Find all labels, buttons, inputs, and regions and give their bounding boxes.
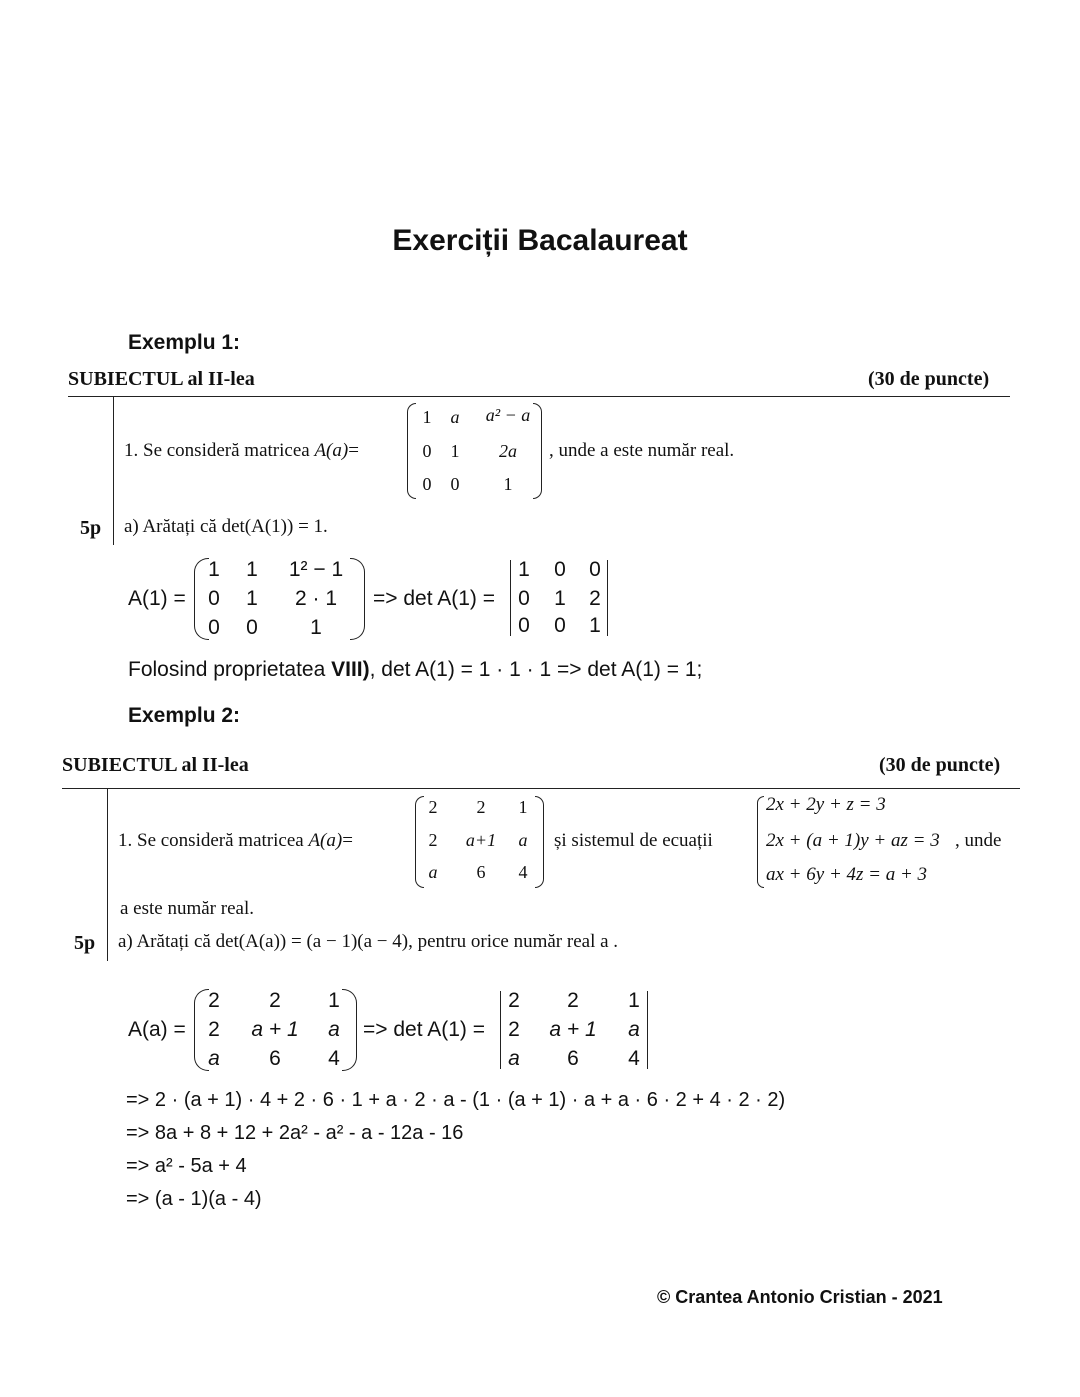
matrix-cell: 2 <box>428 830 438 850</box>
matrix-cell: 2a <box>499 441 517 461</box>
example-2-subject: SUBIECTUL al II-lea <box>62 754 249 776</box>
system-suffix: , unde <box>955 830 1002 851</box>
matrix-cell: 1 <box>246 558 258 581</box>
matrix-cell: a <box>208 1047 220 1070</box>
example-1-solution-mid: => det A(1) = <box>373 587 496 610</box>
det-cell: a <box>628 1018 640 1041</box>
matrix-cell: a <box>450 407 460 427</box>
example-2-solution-det <box>500 987 650 1073</box>
matrix-cell: 2 <box>208 1018 220 1041</box>
det-cell: 0 <box>589 558 601 581</box>
matrix-cell: 1 <box>422 407 432 427</box>
matrix-cell: 2 <box>476 797 486 817</box>
example-2-part-a: a) Arătați că det(A(a)) = (a − 1)(a − 4), pentru orice număr real a . <box>118 931 619 952</box>
matrix-cell: 2 · 1 <box>294 587 338 610</box>
example-2-margin-line <box>107 789 108 961</box>
solution-step: => 2 · (a + 1) · 4 + 2 · 6 · 1 + a · 2 · a - (1 · (a + 1) · a + a · 6 · 2 + 4 · 2 · 2) <box>126 1089 786 1111</box>
problem-equals: = <box>342 830 353 851</box>
det-cell: 0 <box>518 614 530 637</box>
matrix-cell: 1 <box>328 989 340 1012</box>
example-2-solution-matrix <box>192 987 364 1073</box>
matrix-cell: 0 <box>422 474 432 494</box>
matrix-cell: 2 <box>428 797 438 817</box>
matrix-cell: 2 <box>269 989 281 1012</box>
problem-function: A(a) <box>314 440 349 461</box>
matrix-cell: 0 <box>422 441 432 461</box>
solution-step: => a² - 5a + 4 <box>126 1155 247 1177</box>
example-1-conclusion <box>128 658 702 682</box>
system-equation-1: 2x + 2y + z = 3 <box>766 794 886 815</box>
matrix-cell: 1 <box>208 558 220 581</box>
example-1-score: 5p <box>80 517 102 539</box>
matrix-cell: a+1 <box>465 830 497 850</box>
example-1-rule <box>68 396 1010 397</box>
problem-prefix: 1. Se consideră matricea <box>124 440 315 461</box>
example-1-solution-det <box>510 556 610 640</box>
problem-prefix: 1. Se consideră matricea <box>118 830 309 851</box>
det-cell: 2 <box>589 587 601 610</box>
matrix-cell: a <box>428 862 438 882</box>
matrix-cell: 4 <box>328 1047 340 1070</box>
solution-step: => 8a + 8 + 12 + 2a² - a² - a - 12a - 16 <box>126 1122 464 1144</box>
det-cell: a + 1 <box>549 1018 597 1041</box>
matrix-cell: 1 <box>503 474 513 494</box>
example-2-rule <box>62 788 1020 789</box>
system-equation-2: 2x + (a + 1)y + az = 3 <box>766 830 940 851</box>
solution-step: => (a - 1)(a - 4) <box>126 1188 262 1210</box>
det-cell: 2 <box>567 989 579 1012</box>
problem-equals: = <box>348 440 359 461</box>
example-1-solution-lhs: A(1) = <box>128 587 186 610</box>
matrix-cell: a <box>518 830 528 850</box>
det-cell: 1 <box>518 558 530 581</box>
matrix-cell: 4 <box>518 862 528 882</box>
det-cell: 0 <box>554 614 566 637</box>
conclusion-bold: VIII) <box>331 658 370 681</box>
example-1-subject: SUBIECTUL al II-lea <box>68 368 255 390</box>
matrix-cell: a <box>328 1018 340 1041</box>
matrix-cell: 6 <box>269 1047 281 1070</box>
det-cell: 2 <box>508 989 520 1012</box>
det-cell: 4 <box>628 1047 640 1070</box>
example-2-label: Exemplu 2: <box>128 704 241 727</box>
det-cell: 0 <box>554 558 566 581</box>
page-title: Exerciții Bacalaureat <box>392 224 688 257</box>
example-1-label: Exemplu 1: <box>128 331 241 354</box>
matrix-cell: 1 <box>518 797 528 817</box>
problem-function: A(a) <box>308 830 343 851</box>
example-1-problem <box>124 440 359 462</box>
det-cell: 6 <box>567 1047 579 1070</box>
matrix-cell: a² − a <box>485 405 531 425</box>
matrix-cell: 6 <box>476 862 486 882</box>
det-cell: a <box>508 1047 520 1070</box>
matrix-right-paren <box>342 989 357 1071</box>
example-1-problem-matrix <box>405 401 545 501</box>
matrix-cell: a + 1 <box>251 1018 299 1041</box>
matrix-left-bracket <box>407 403 416 499</box>
matrix-cell: 0 <box>208 587 220 610</box>
det-cell: 2 <box>508 1018 520 1041</box>
system-equation-3: ax + 6y + 4z = a + 3 <box>766 864 928 885</box>
example-2-problem-line2: a este număr real. <box>120 898 254 919</box>
example-2-problem <box>118 830 353 852</box>
example-2-solution-lhs: A(a) = <box>128 1018 186 1041</box>
matrix-cell: 1 <box>310 616 322 639</box>
conclusion-post: , det A(1) = 1 · 1 · 1 => det A(1) = 1; <box>369 658 703 681</box>
conclusion-pre: Folosind proprietatea <box>128 658 332 681</box>
example-2-score: 5p <box>74 932 96 954</box>
matrix-cell: 1² − 1 <box>288 558 344 581</box>
matrix-cell: 0 <box>246 616 258 639</box>
matrix-cell: 1 <box>450 441 460 461</box>
det-cell: 1 <box>589 614 601 637</box>
copyright-footer: © Crantea Antonio Cristian - 2021 <box>657 1287 943 1307</box>
example-1-part-a: a) Arătați că det(A(1)) = 1. <box>124 516 328 537</box>
example-1-problem-suffix: , unde a este număr real. <box>549 440 735 461</box>
example-1-margin-line <box>113 397 114 545</box>
example-1-solution-matrix <box>192 556 370 642</box>
det-cell: 1 <box>554 587 566 610</box>
matrix-cell: 2 <box>208 989 220 1012</box>
matrix-cell: 1 <box>246 587 258 610</box>
example-1-points: (30 de puncte) <box>868 368 990 390</box>
det-cell: 0 <box>518 587 530 610</box>
example-2-points: (30 de puncte) <box>879 754 1001 776</box>
det-cell: 1 <box>628 989 640 1012</box>
system-brace <box>757 796 764 888</box>
example-2-problem-matrix <box>413 794 549 890</box>
matrix-right-paren <box>535 796 544 888</box>
example-2-solution-mid: => det A(1) = <box>363 1018 486 1041</box>
matrix-cell: 0 <box>208 616 220 639</box>
example-2-system-intro: și sistemul de ecuații <box>554 830 713 851</box>
matrix-cell: 0 <box>450 474 460 494</box>
